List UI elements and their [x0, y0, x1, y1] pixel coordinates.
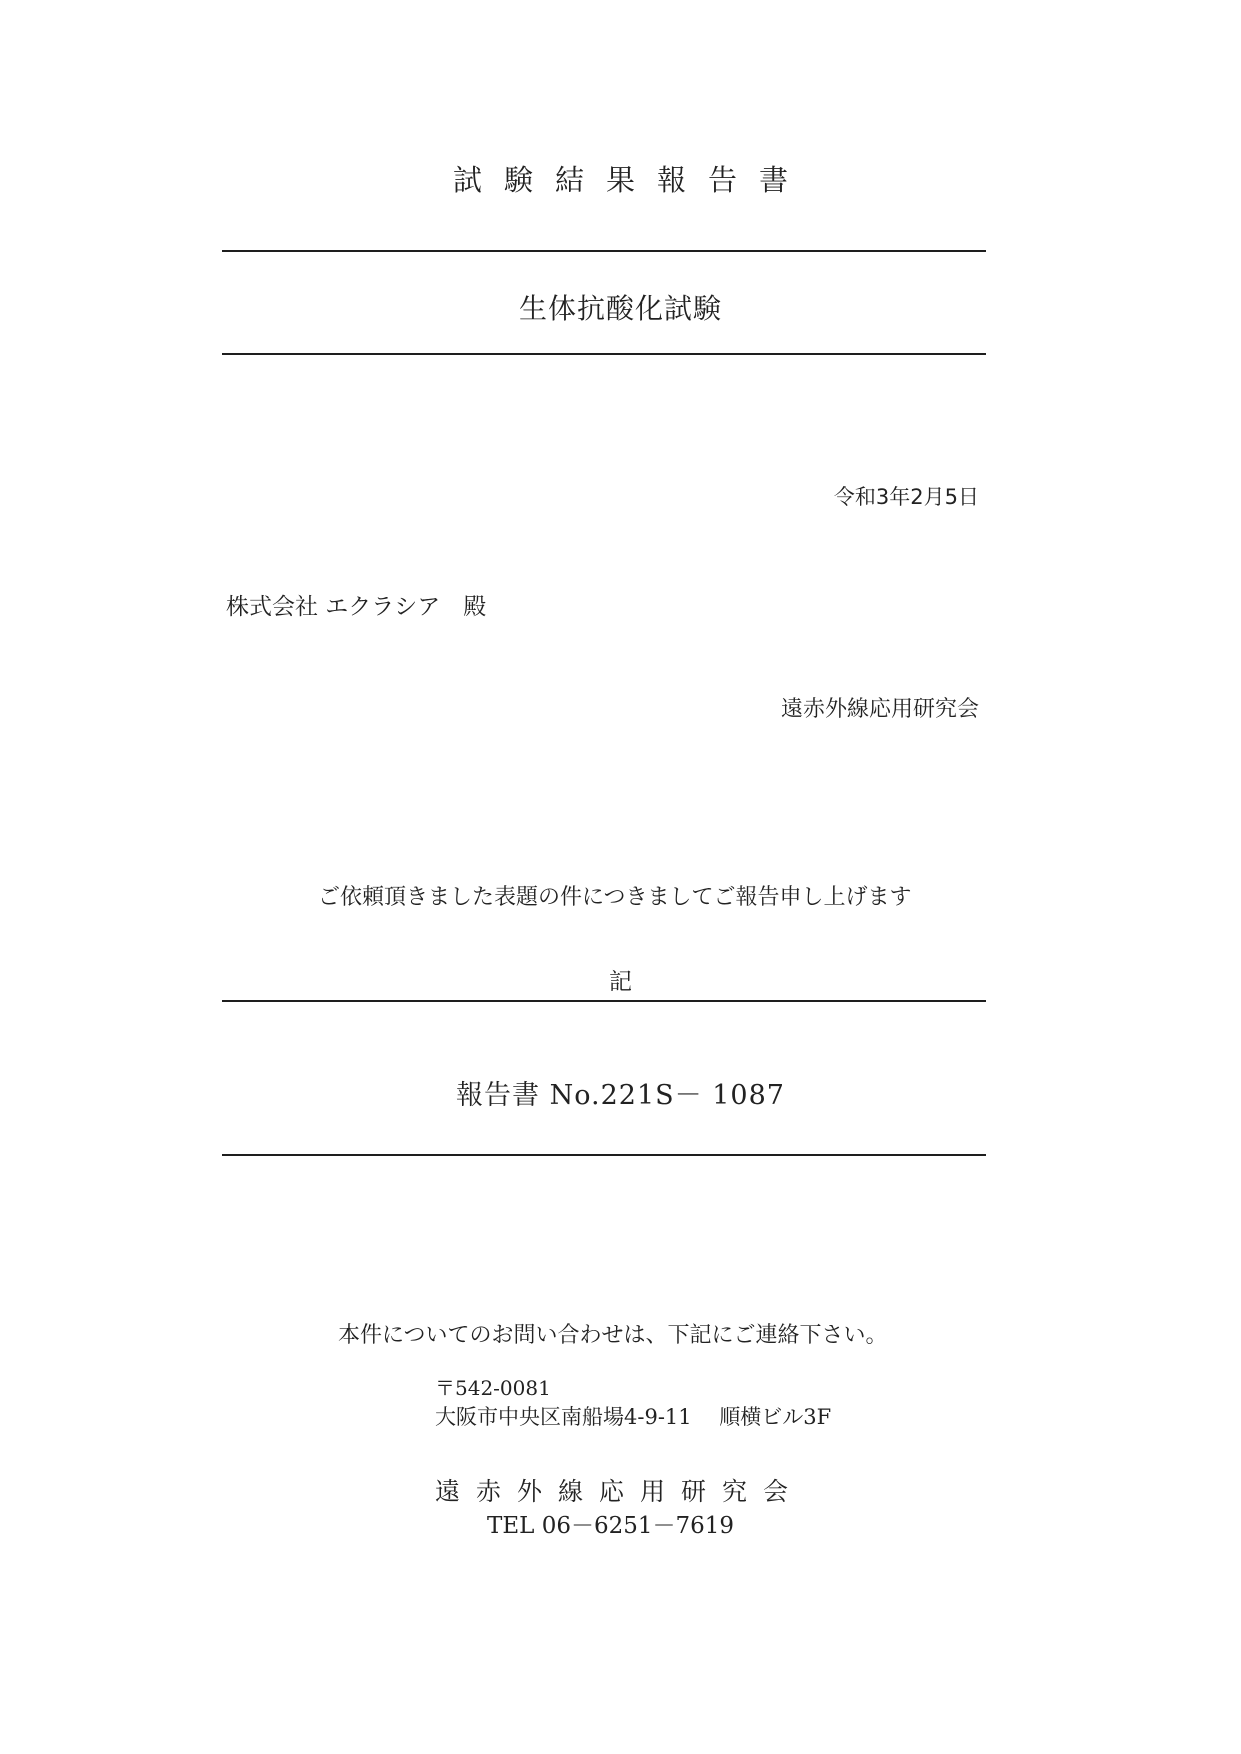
test-name: 生体抗酸化試験 [518, 292, 722, 325]
document-title: 試験結果報告書 [452, 163, 810, 197]
contact-intro: 本件についてのお問い合わせは、下記にご連絡下さい。 [338, 1323, 888, 1348]
report-number: 報告書 No.221S－ 1087 [456, 1080, 785, 1111]
telephone-number: TEL 06－6251－7619 [487, 1513, 735, 1539]
report-date: 令和3年2月5日 [833, 485, 979, 509]
recipient-name: 株式会社 エクラシア 殿 [226, 594, 487, 620]
contact-organization: 遠赤外線応用研究会 [435, 1477, 805, 1506]
postal-code: 〒542-0081 [435, 1376, 551, 1400]
report-number-top-rule [222, 1000, 986, 1002]
title-bottom-rule [222, 353, 986, 355]
request-statement: ご依頼頂きました表題の件につきましてご報告申し上げます [318, 885, 912, 910]
ki-mark: 記 [609, 969, 632, 995]
title-top-rule [222, 250, 986, 252]
sender-organization: 遠赤外線応用研究会 [780, 697, 979, 722]
report-number-bottom-rule [222, 1154, 986, 1156]
address: 大阪市中央区南船場4-9-11 順横ビル3F [435, 1405, 832, 1429]
